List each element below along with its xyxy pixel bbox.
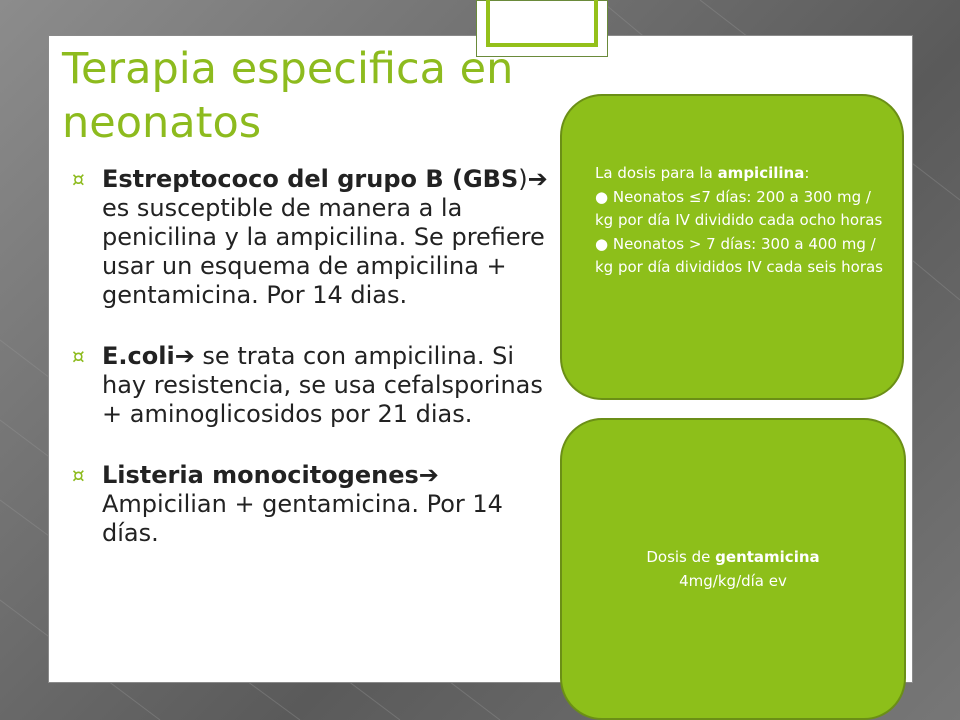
ampicilina-drug: ampicilina [717, 164, 805, 182]
gentamicina-dose: 4mg/kg/día ev [679, 571, 787, 590]
bullet-gbs-text: es susceptible de manera a la penicilina y la ampicilina. Se prefiere usar un esquema de ampicilina + gentamicina. Por 14 dias. [102, 194, 545, 309]
bullet-listeria-heading: Listeria monocitogenes [102, 461, 419, 489]
gentamicina-dose-box [560, 418, 906, 720]
ampicilina-dose-box [560, 94, 904, 400]
bullet-ecoli [72, 342, 562, 429]
gentamicina-drug: gentamicina [715, 548, 820, 566]
bullet-listeria-text: Ampicilian + gentamicina. Por 14 días. [102, 490, 503, 547]
ampicilina-line-1: ● Neonatos ≤7 días: 200 a 300 mg / kg por día IV dividido cada ocho horas [595, 187, 883, 229]
bullet-list [72, 165, 562, 548]
arrow-icon: ➔ [527, 165, 548, 193]
ampicilina-heading [595, 162, 884, 186]
bullet-marker-icon: ¤ [72, 463, 85, 487]
bullet-gbs-paren: ) [518, 165, 528, 193]
arrow-icon: ➔ [418, 461, 439, 489]
gentamicina-heading [562, 546, 904, 570]
bullet-ecoli-text: se trata con ampicilina. Si hay resistencia, se usa cefalsporinas + aminoglicosidos por 21 dias. [102, 342, 543, 428]
slide-title: Terapia especifica en neonatos [62, 44, 514, 148]
bullet-gbs [72, 165, 562, 310]
bullet-listeria [72, 461, 562, 548]
decorative-frame-inner [486, 0, 598, 47]
ampicilina-lead: La dosis para la [595, 164, 718, 182]
bullet-ecoli-heading: E.coli [102, 342, 175, 370]
arrow-icon: ➔ [174, 342, 195, 370]
ampicilina-colon: : [804, 164, 810, 182]
bullet-gbs-heading: Estreptococo del grupo B ( [102, 165, 463, 193]
bullet-gbs-abbrev: GBS [462, 165, 519, 193]
ampicilina-line-2: ● Neonatos > 7 días: 300 a 400 mg / kg por día divididos IV cada seis horas [595, 234, 883, 276]
bullet-marker-icon: ¤ [72, 344, 85, 368]
bullet-marker-icon: ¤ [72, 167, 85, 191]
gentamicina-lead: Dosis de [646, 548, 716, 566]
